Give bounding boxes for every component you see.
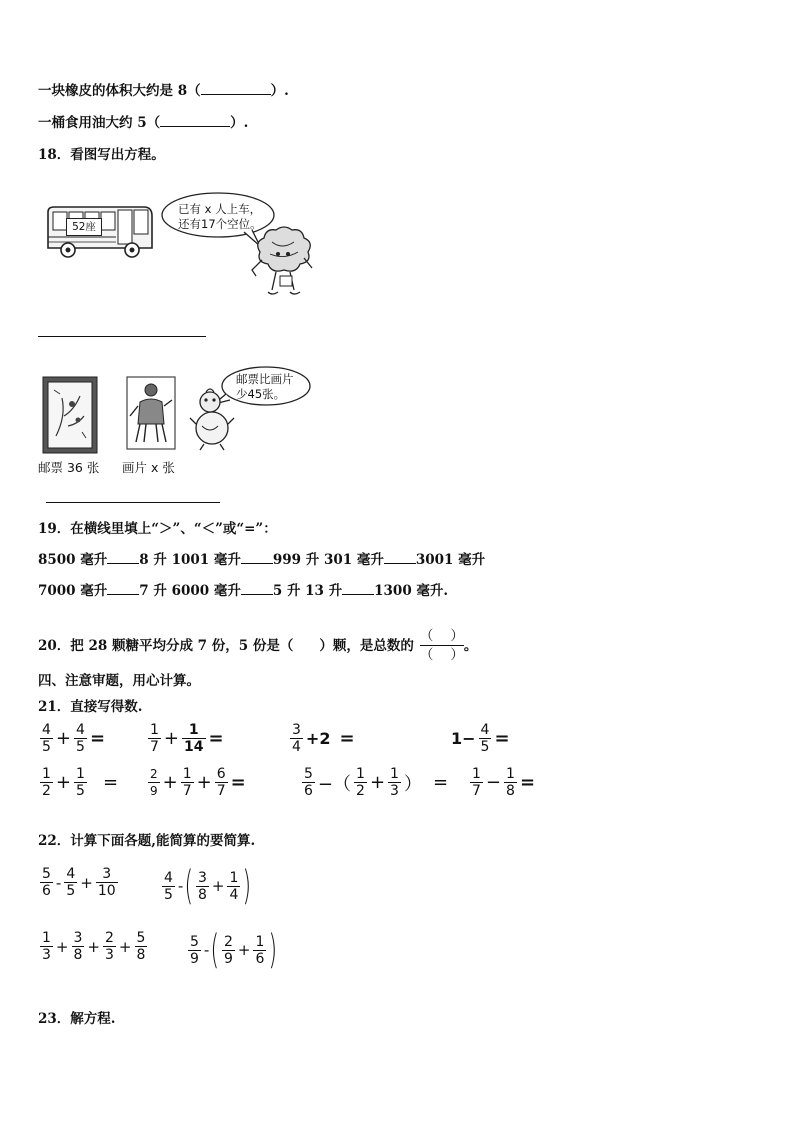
q23-title: 23．解方程. bbox=[38, 1011, 116, 1027]
eraser-text-end: ）. bbox=[270, 83, 289, 99]
q19-blank-1[interactable] bbox=[107, 551, 139, 564]
equals: = bbox=[102, 772, 119, 793]
q21-item-7 bbox=[300, 766, 449, 799]
bus-seat-label: 52座 bbox=[72, 221, 96, 233]
operator: + bbox=[118, 937, 132, 956]
operator: + bbox=[369, 772, 386, 793]
fraction: $\frac{1}{2}$ bbox=[42, 766, 51, 799]
cabbage-character bbox=[246, 224, 318, 300]
fraction: $\frac{4}{5}$ bbox=[66, 866, 76, 899]
fraction: $\frac{4}{5}$ bbox=[164, 869, 173, 903]
q19-row1-part1: 8500 毫升 bbox=[38, 552, 108, 568]
left-paren: ( bbox=[210, 927, 220, 973]
bubble1-line2: 还有17个空位。 bbox=[178, 217, 262, 231]
operator: + bbox=[163, 728, 180, 749]
fraction: $\frac{3}{8}$ bbox=[197, 869, 207, 903]
q21-item-2 bbox=[146, 722, 225, 755]
q19-blank-6[interactable] bbox=[342, 582, 374, 595]
q19-blank-3[interactable] bbox=[384, 551, 416, 564]
q19-row2-part1: 7000 毫升 bbox=[38, 583, 108, 599]
q22-expression-4 bbox=[186, 927, 278, 973]
operator: + bbox=[196, 772, 212, 793]
fraction: $\frac{1}{7}$ bbox=[182, 766, 192, 799]
operator: + bbox=[55, 728, 72, 749]
bubble1-line1: 已有 x 人上车， bbox=[178, 202, 262, 216]
q20-question bbox=[38, 627, 477, 664]
equals: = bbox=[519, 772, 536, 793]
eraser-blank[interactable] bbox=[201, 82, 271, 95]
fraction: $\frac{1}{6}$ bbox=[255, 933, 265, 967]
q21-item-5 bbox=[38, 766, 119, 799]
section4-title: 四、注意审题，用心计算。 bbox=[38, 673, 200, 689]
fraction: $\frac{2}{9}$ bbox=[150, 767, 158, 798]
operator: − bbox=[485, 772, 502, 793]
fraction: $\frac{2}{3}$ bbox=[105, 930, 114, 963]
picture-card-image bbox=[126, 376, 176, 450]
q22-title: 22．计算下面各题,能简算的要简算. bbox=[38, 833, 256, 849]
q19-row1-part2: 8 升 1001 毫升 bbox=[139, 552, 241, 568]
fraction: $\frac{1}{7}$ bbox=[472, 766, 481, 799]
fraction: $\frac{3}{8}$ bbox=[73, 930, 83, 963]
bubble2-line1: 邮票比画片 bbox=[236, 372, 294, 386]
q20-fraction-blank[interactable] bbox=[420, 627, 464, 664]
cartoon-character bbox=[188, 388, 236, 454]
fraction: $\frac{1}{2}$ bbox=[356, 766, 365, 799]
operator: + bbox=[237, 941, 251, 959]
q21-title: 21．直接写得数. bbox=[38, 699, 143, 715]
q19-blank-4[interactable] bbox=[107, 582, 139, 595]
operator: + bbox=[80, 873, 93, 892]
equals: = bbox=[432, 772, 449, 793]
oil-question bbox=[38, 114, 248, 132]
operator: - bbox=[177, 877, 184, 895]
answer-line-2[interactable] bbox=[46, 502, 220, 503]
operator: + bbox=[211, 877, 225, 895]
right-paren: ) bbox=[268, 927, 278, 973]
q21-item-4 bbox=[450, 722, 511, 755]
q20-end: 。 bbox=[463, 637, 478, 654]
fraction: $\frac{4}{5}$ bbox=[480, 722, 490, 755]
fraction: $\frac{4}{5}$ bbox=[76, 722, 85, 755]
stamp-image bbox=[42, 376, 98, 454]
picture-caption: 画片 x 张 bbox=[122, 460, 175, 475]
fraction: $\frac{1}{7}$ bbox=[150, 722, 159, 755]
operator: + bbox=[162, 772, 178, 793]
operator: + bbox=[87, 937, 100, 956]
fraction: $\frac{1}{3}$ bbox=[390, 766, 399, 799]
oil-text-end: ）. bbox=[230, 115, 249, 131]
operator: ） bbox=[403, 773, 422, 795]
q20-num-close: ） bbox=[450, 628, 464, 644]
q18-title: 18．看图写出方程。 bbox=[38, 147, 165, 163]
fraction: $\frac{2}{9}$ bbox=[223, 933, 233, 967]
bubble2-line2: 少45张。 bbox=[236, 387, 286, 401]
q19-row1-part4: 3001 毫升 bbox=[415, 552, 486, 568]
fraction: $\frac{1}{4}$ bbox=[229, 869, 239, 903]
q20-den-open: （ bbox=[419, 647, 434, 663]
q19-blank-5[interactable] bbox=[241, 582, 273, 595]
fraction: $\frac{3}{4}$ bbox=[292, 722, 301, 755]
q19-blank-2[interactable] bbox=[241, 551, 273, 564]
operator: 1− bbox=[451, 729, 476, 748]
equals: = bbox=[208, 728, 224, 749]
q19-row1-part3: 999 升 301 毫升 bbox=[272, 552, 384, 568]
stamp-caption: 邮票 36 张 bbox=[38, 460, 100, 475]
q19-row1 bbox=[38, 551, 485, 569]
q19-row2 bbox=[38, 582, 448, 600]
q21-item-6 bbox=[146, 766, 247, 799]
operator: + bbox=[55, 772, 72, 793]
operator: - bbox=[55, 873, 62, 892]
operator: + bbox=[55, 937, 69, 956]
eraser-question bbox=[38, 82, 289, 100]
bus-seat-sign bbox=[66, 218, 102, 236]
q21-item-3 bbox=[288, 722, 356, 755]
fraction: $\frac{5}{6}$ bbox=[42, 866, 51, 899]
q19-row2-part3: 5 升 13 升 bbox=[272, 583, 343, 599]
fraction: $\frac{1}{8}$ bbox=[506, 766, 515, 799]
equals: = bbox=[494, 728, 510, 749]
fraction: $\frac{6}{7}$ bbox=[216, 766, 226, 799]
bubble2-text bbox=[236, 372, 294, 402]
fraction: $\frac{5}{8}$ bbox=[136, 930, 146, 963]
equals: = bbox=[230, 772, 246, 793]
equals: = bbox=[89, 728, 106, 749]
q22-expression-1 bbox=[38, 866, 120, 899]
fraction: $\frac{3}{10}$ bbox=[97, 866, 116, 899]
q19-row2-part4: 1300 毫升. bbox=[374, 583, 449, 599]
q19-row2-part2: 7 升 6000 毫升 bbox=[139, 583, 241, 599]
fraction: $\frac{1}{3}$ bbox=[42, 930, 51, 963]
q20-den-close: ） bbox=[450, 647, 464, 663]
left-paren: ( bbox=[184, 863, 194, 909]
q21-item-8 bbox=[468, 766, 536, 799]
fraction: $\frac{1}{5}$ bbox=[76, 766, 85, 799]
q22-expression-2 bbox=[160, 863, 252, 909]
fraction: $\frac{5}{6}$ bbox=[304, 766, 313, 799]
fraction: $\frac{1}{14}$ bbox=[184, 722, 204, 755]
fraction: $\frac{5}{9}$ bbox=[190, 933, 199, 967]
right-paren: ) bbox=[242, 863, 252, 909]
q20-num-open: （ bbox=[419, 628, 434, 644]
oil-blank[interactable] bbox=[160, 114, 230, 127]
q22-expression-3 bbox=[38, 930, 149, 963]
operator: - bbox=[203, 941, 210, 959]
q20-text-b: ）颗，是总数的 bbox=[319, 637, 414, 654]
operator: −（ bbox=[317, 773, 352, 795]
equals: = bbox=[339, 728, 355, 749]
eraser-text: 一块橡皮的体积大约是 8（ bbox=[38, 83, 201, 99]
operator: +2 bbox=[305, 729, 331, 748]
q21-item-1 bbox=[38, 722, 106, 755]
q19-title: 19．在横线里填上“＞”、“＜”或“=”： bbox=[38, 521, 277, 537]
q20-text-a: 20．把 28 颗糖平均分成 7 份，5 份是（ bbox=[38, 637, 294, 654]
oil-text: 一桶食用油大约 5（ bbox=[38, 115, 161, 131]
answer-line-1[interactable] bbox=[38, 336, 206, 337]
fraction: $\frac{4}{5}$ bbox=[42, 722, 51, 755]
